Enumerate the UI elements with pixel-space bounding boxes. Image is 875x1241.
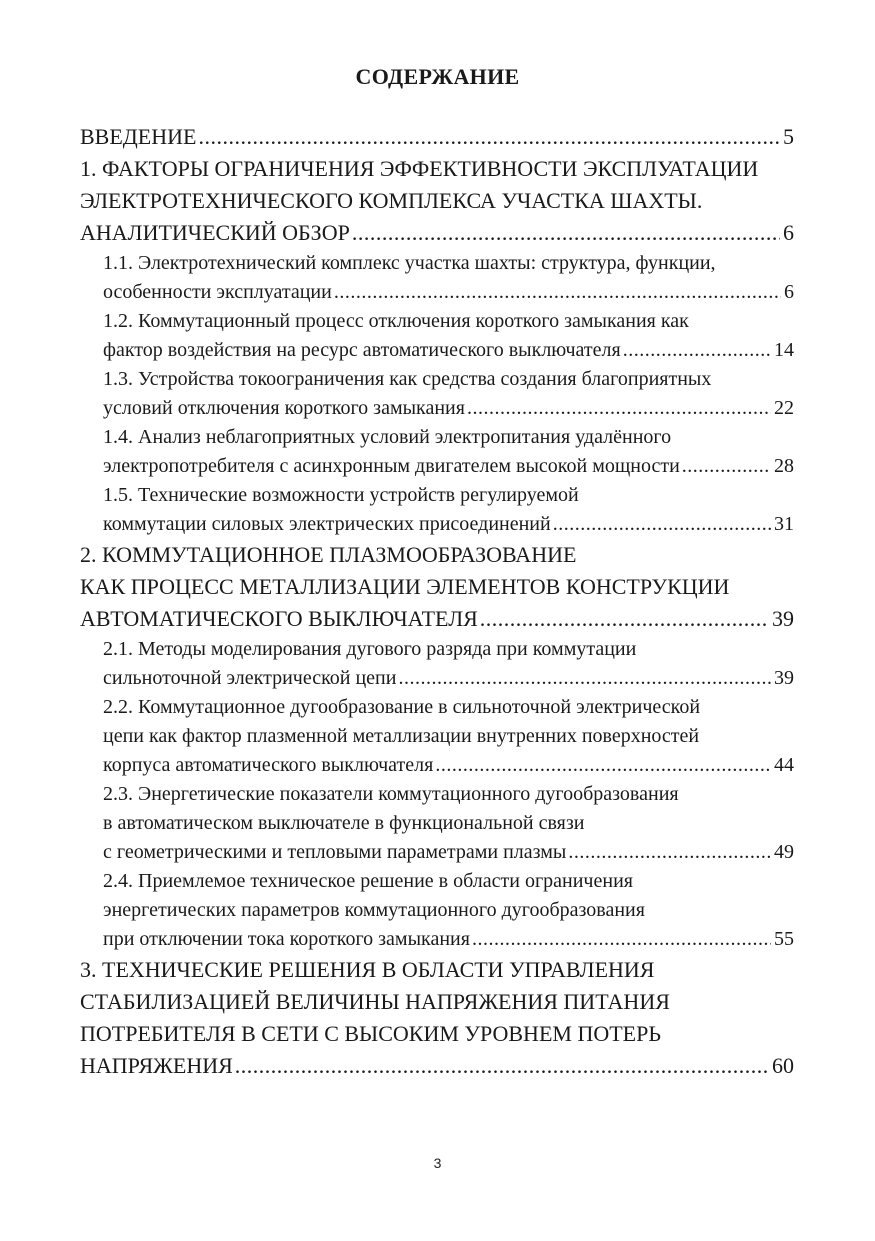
dot-leader: [568, 838, 771, 867]
table-of-contents: [80, 121, 794, 1082]
toc-entry-title: АНАЛИТИЧЕСКИЙ ОБЗОР: [80, 220, 350, 245]
dot-leader: [480, 603, 769, 635]
toc-entry-section-2-1: [80, 635, 794, 693]
toc-entry-title: энергетических параметров коммутационного дугообразования: [103, 899, 645, 921]
toc-entry-title: 1. ФАКТОРЫ ОГРАНИЧЕНИЯ ЭФФЕКТИВНОСТИ ЭКСПЛУАТАЦИИ: [80, 156, 759, 181]
toc-entry-title: 1.4. Анализ неблагоприятных условий электропитания удалённого: [103, 426, 672, 448]
toc-page-number: 14: [774, 339, 794, 361]
toc-entry-title: корпуса автоматического выключателя: [103, 754, 434, 776]
toc-entry-section-2-4: [80, 867, 794, 954]
toc-entry-title: электропотребителя с асинхронным двигателем высокой мощности: [103, 455, 680, 477]
toc-entry-title: 2.2. Коммутационное дугообразование в сильноточной электрической: [103, 696, 701, 718]
toc-entry-title: сильноточной электрической цепи: [103, 667, 397, 689]
toc-page-number: 55: [774, 928, 794, 950]
toc-entry-title: в автоматическом выключателе в функциональной связи: [103, 812, 585, 834]
toc-entry-title: ПОТРЕБИТЕЛЯ В СЕТИ С ВЫСОКИМ УРОВНЕМ ПОТЕРЬ: [80, 1021, 661, 1046]
toc-entry-title: с геометрическими и тепловыми параметрами плазмы: [103, 841, 567, 863]
toc-entry-chapter-2: [80, 539, 794, 635]
toc-page-number: 49: [774, 841, 794, 863]
toc-entry-title: КАК ПРОЦЕСС МЕТАЛЛИЗАЦИИ ЭЛЕМЕНТОВ КОНСТРУКЦИИ: [80, 574, 730, 599]
dot-leader: [334, 278, 781, 307]
page-number: 3: [433, 1155, 442, 1171]
dot-leader: [352, 217, 780, 249]
toc-page-number: 39: [774, 667, 794, 689]
dot-leader: [435, 751, 771, 780]
dot-leader: [682, 452, 771, 481]
toc-entry-title: условий отключения короткого замыкания: [103, 397, 465, 419]
toc-entry-title: 2.3. Энергетические показатели коммутационного дугообразования: [103, 783, 679, 805]
toc-entry-section-1-5: [80, 481, 794, 539]
toc-entry-title: НАПРЯЖЕНИЯ: [80, 1053, 233, 1078]
toc-entry-section-1-3: [80, 365, 794, 423]
toc-entry-title: АВТОМАТИЧЕСКОГО ВЫКЛЮЧАТЕЛЯ: [80, 606, 478, 631]
dot-leader: [553, 510, 771, 539]
toc-page-number: 44: [774, 754, 794, 776]
page-title: СОДЕРЖАНИЕ: [355, 64, 520, 89]
dot-leader: [398, 664, 771, 693]
dot-leader: [472, 925, 771, 954]
dot-leader: [198, 121, 780, 153]
toc-entry-title: СТАБИЛИЗАЦИЕЙ ВЕЛИЧИНЫ НАПРЯЖЕНИЯ ПИТАНИЯ: [80, 989, 670, 1014]
toc-entry-chapter-1: [80, 153, 794, 249]
toc-entry-introduction: [80, 121, 794, 153]
toc-entry-title: при отключении тока короткого замыкания: [103, 928, 470, 950]
toc-entry-section-1-4: [80, 423, 794, 481]
dot-leader: [467, 394, 771, 423]
toc-entry-title: 1.1. Электротехнический комплекс участка шахты: структура, функции,: [103, 252, 716, 274]
dot-leader: [623, 336, 771, 365]
toc-entry-section-1-1: [80, 249, 794, 307]
toc-entry-title: коммутации силовых электрических присоединений: [103, 513, 551, 535]
toc-page-number: 6: [783, 220, 794, 245]
toc-entry-section-2-3: [80, 780, 794, 867]
toc-entry-title: 1.2. Коммутационный процесс отключения короткого замыкания как: [103, 310, 689, 332]
dot-leader: [235, 1050, 769, 1082]
toc-page-number: 5: [783, 124, 794, 149]
toc-entry-section-1-2: [80, 307, 794, 365]
toc-entry-title: фактор воздействия на ресурс автоматического выключателя: [103, 339, 621, 361]
toc-entry-chapter-3: [80, 954, 794, 1082]
toc-entry-title: 2.1. Методы моделирования дугового разряда при коммутации: [103, 638, 637, 660]
toc-entry-title: 2. КОММУТАЦИОННОЕ ПЛАЗМООБРАЗОВАНИЕ: [80, 542, 577, 567]
toc-entry-title: ВВЕДЕНИЕ: [80, 124, 197, 149]
toc-entry-title: 3. ТЕХНИЧЕСКИЕ РЕШЕНИЯ В ОБЛАСТИ УПРАВЛЕНИЯ: [80, 957, 655, 982]
toc-page-number: 22: [774, 397, 794, 419]
toc-entry-title: цепи как фактор плазменной металлизации внутренних поверхностей: [103, 725, 700, 747]
toc-page-number: 6: [784, 281, 794, 303]
toc-entry-title: 1.5. Технические возможности устройств регулируемой: [103, 484, 579, 506]
toc-page-number: 39: [772, 606, 794, 631]
toc-entry-title: особенности эксплуатации: [103, 281, 332, 303]
toc-entry-title: 2.4. Приемлемое техническое решение в области ограничения: [103, 870, 633, 892]
toc-entry-title: 1.3. Устройства токоограничения как средства создания благоприятных: [103, 368, 712, 390]
toc-page-number: 60: [772, 1053, 794, 1078]
toc-entry-section-2-2: [80, 693, 794, 780]
toc-page-number: 28: [774, 455, 794, 477]
toc-entry-title: ЭЛЕКТРОТЕХНИЧЕСКОГО КОМПЛЕКСА УЧАСТКА ШАХТЫ.: [80, 188, 703, 213]
toc-page-number: 31: [774, 513, 794, 535]
